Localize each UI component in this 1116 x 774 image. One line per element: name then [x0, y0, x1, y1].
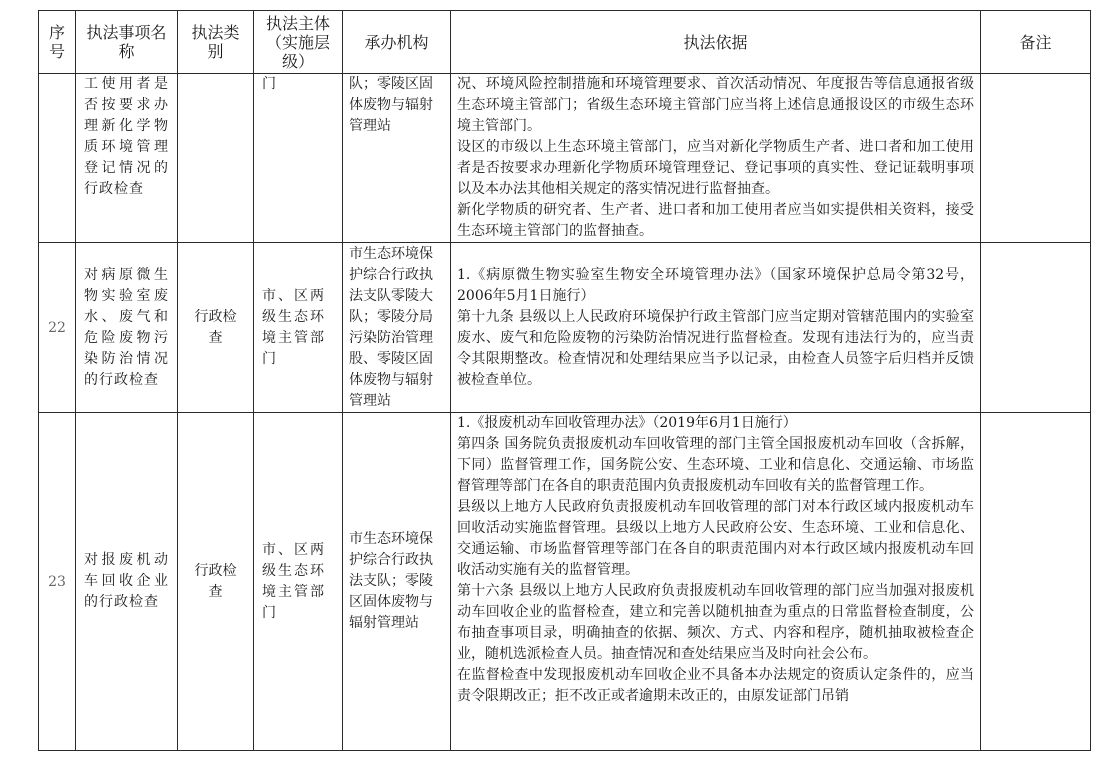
row-subject: 市、区两级生态环境主管部门	[254, 243, 343, 413]
table-row	[39, 243, 1091, 413]
basis-paragraph: 新化学物质的研究者、生产者、进口者和加工使用者应当如实提供相关资料，接受生态环境主管部门的监督抽查。	[457, 202, 974, 239]
row-seq: 22	[39, 243, 76, 413]
header-basis: 执法依据	[451, 11, 981, 74]
basis-paragraph: 1.《报废机动车回收管理办法》（2019年6月1日施行）	[457, 415, 797, 431]
basis-paragraph: 1.《病原微生物实验室生物安全环境管理办法》（国家环境保护总局令第32号，2006年5月1日施行）	[457, 266, 974, 304]
row-category	[178, 74, 254, 243]
header-seq: 序号	[39, 11, 76, 74]
row-remarks	[981, 243, 1091, 413]
basis-paragraph: 第十六条 县级以上地方人民政府负责报废机动车回收管理的部门应当加强对报废机动车回收企业的监督检查，建立和完善以随机抽查为重点的日常监督检查制度，公布抽查事项目录，明确抽查的依据、频次、方式、内容和程序，随机抽取被检查企业，随机选派检查人员。抽查情况和查处结果应当及时向社会公布。	[457, 583, 974, 662]
row-organization: 队；零陵区固体废物与辐射管理站	[343, 74, 451, 243]
row-remarks	[981, 413, 1091, 751]
row-basis	[451, 243, 981, 413]
row-organization: 市生态环境保护综合行政执法支队；零陵区固体废物与辐射管理站	[343, 413, 451, 751]
enforcement-table	[38, 10, 1091, 751]
row-basis	[451, 74, 981, 243]
basis-paragraph: 第十九条 县级以上人民政府环境保护行政主管部门应当定期对管辖范围内的实验室废水、废气和危险废物的污染防治情况进行监督检查。发现有违法行为的，应当责令其限期整改。检查情况和处理结果应当予以记录，由检查人员签字后归档并反馈被检查单位。	[457, 308, 974, 388]
header-name: 执法事项名称	[76, 11, 178, 74]
row-category: 行政检查	[178, 413, 254, 751]
row-name: 对病原微生物实验室废水、废气和危险废物污染防治情况的行政检查	[76, 243, 178, 413]
basis-paragraph: 县级以上地方人民政府负责报废机动车回收管理的部门对本行政区域内报废机动车回收活动实施监督管理。县级以上地方人民政府公安、生态环境、工业和信息化、交通运输、市场监督管理等部门在各自的职责范围内对本行政区域内报废机动车回收活动实施有关的监督管理。	[457, 499, 974, 578]
header-subject: 执法主体（实施层级）	[254, 11, 343, 74]
header-row	[39, 11, 1091, 74]
row-organization: 市生态环境保护综合行政执法支队零陵大队；零陵分局污染防治管理股、零陵区固体废物与辐射管理站	[343, 243, 451, 413]
row-name: 工使用者是否按要求办理新化学物质环境管理登记情况的行政检查	[76, 74, 178, 243]
header-category: 执法类别	[178, 11, 254, 74]
basis-paragraph: 况、环境风险控制措施和环境管理要求、首次活动情况、年度报告等信息通报省级生态环境主管部门；省级生态环境主管部门应当将上述信息通报设区的市级生态环境主管部门。	[457, 76, 974, 134]
table-row	[39, 74, 1091, 243]
table-row	[39, 413, 1091, 751]
header-organization: 承办机构	[343, 11, 451, 74]
row-remarks	[981, 74, 1091, 243]
row-basis	[451, 413, 981, 751]
row-subject: 市、区两级生态环境主管部门	[254, 413, 343, 751]
basis-paragraph: 设区的市级以上生态环境主管部门，应当对新化学物质生产者、进口者和加工使用者是否按要求办理新化学物质环境管理登记、登记事项的真实性、登记证载明事项以及本办法其他相关规定的落实情况进行监督抽查。	[457, 139, 974, 197]
header-remarks: 备注	[981, 11, 1091, 74]
basis-paragraph: 在监督检查中发现报废机动车回收企业不具备本办法规定的资质认定条件的，应当责令限期改正；拒不改正或者逾期未改正的，由原发证部门吊销	[457, 667, 974, 704]
row-seq	[39, 74, 76, 243]
row-seq: 23	[39, 413, 76, 751]
row-category: 行政检查	[178, 243, 254, 413]
row-subject: 门	[254, 74, 343, 243]
row-name: 对报废机动车回收企业的行政检查	[76, 413, 178, 751]
basis-paragraph: 第四条 国务院负责报废机动车回收管理的部门主管全国报废机动车回收（含拆解，下同）监督管理工作，国务院公安、生态环境、工业和信息化、交通运输、市场监督管理等部门在各自的职责范围内负责报废机动车回收有关的监督管理工作。	[457, 436, 974, 494]
